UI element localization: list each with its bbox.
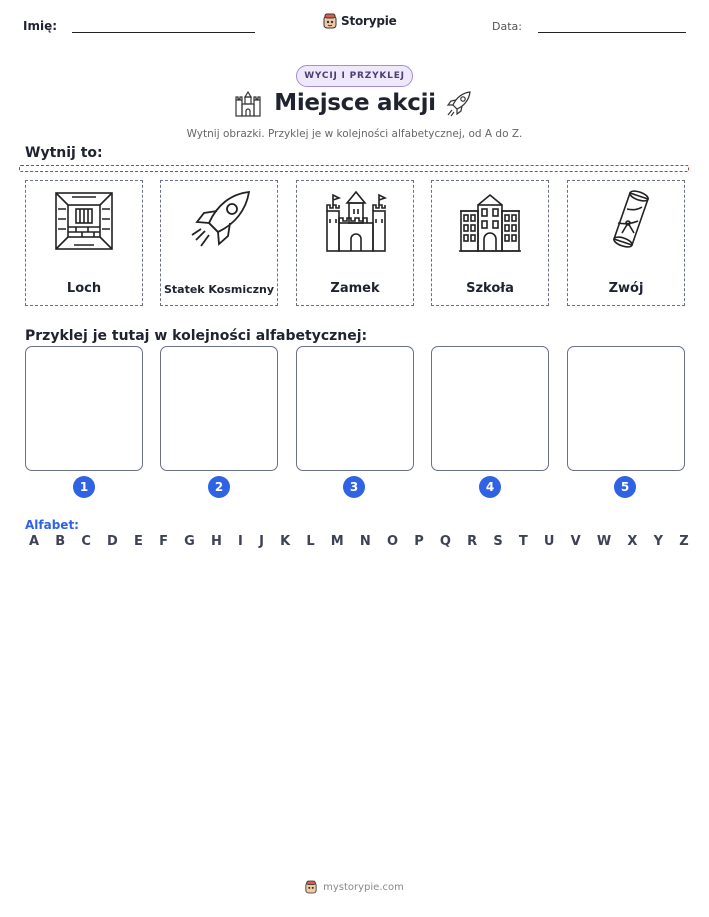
alphabet-letter: G bbox=[184, 534, 195, 549]
brand-name: Storypie bbox=[341, 14, 397, 28]
alphabet-letter: N bbox=[359, 534, 371, 549]
alphabet-letter: K bbox=[280, 534, 291, 549]
paste-slot[interactable] bbox=[160, 346, 278, 471]
scroll-icon bbox=[594, 189, 658, 255]
paste-slot[interactable] bbox=[431, 346, 549, 471]
alphabet-letter: O bbox=[386, 534, 399, 549]
storypie-mascot-icon bbox=[323, 13, 337, 29]
name-label: Imię: bbox=[23, 19, 58, 33]
alphabet-letter: P bbox=[414, 534, 424, 549]
paste-slot[interactable] bbox=[567, 346, 685, 471]
activity-badge: WYCIJ I PRZYKLEJ bbox=[296, 65, 413, 87]
alphabet-letter: Y bbox=[653, 534, 664, 549]
name-input-line[interactable] bbox=[72, 32, 255, 33]
alphabet-letter: D bbox=[107, 534, 118, 549]
cut-card-zwoj[interactable] bbox=[567, 180, 685, 306]
instructions: Wytnij obrazki. Przyklej je w kolejności alfabetycznej, od A do Z. bbox=[186, 128, 523, 140]
alphabet-letter: S bbox=[493, 534, 503, 549]
paste-slot[interactable] bbox=[25, 346, 143, 471]
page-title: Miejsce akcji bbox=[274, 90, 436, 116]
alphabet-letter: R bbox=[467, 534, 478, 549]
slot-number-badge: 1 bbox=[73, 476, 95, 498]
alphabet-letter: X bbox=[627, 534, 638, 549]
cut-card-szkola[interactable] bbox=[431, 180, 549, 306]
slot-number-badge: 5 bbox=[614, 476, 636, 498]
cut-card-loch[interactable] bbox=[25, 180, 143, 306]
alphabet-letter: Z bbox=[679, 534, 689, 549]
date-input-line[interactable] bbox=[538, 32, 686, 33]
alphabet-letter: H bbox=[210, 534, 222, 549]
alphabet-letter: B bbox=[55, 534, 66, 549]
school-icon bbox=[458, 189, 522, 253]
alphabet-letter: J bbox=[259, 534, 264, 549]
card-label: Szkoła bbox=[466, 281, 514, 296]
alphabet-row bbox=[25, 534, 693, 549]
brand-logo bbox=[323, 13, 397, 29]
castle-icon bbox=[323, 189, 389, 253]
paste-slot[interactable] bbox=[296, 346, 414, 471]
cut-line bbox=[19, 165, 689, 172]
alphabet-letter: A bbox=[29, 534, 40, 549]
cut-heading: Wytnij to: bbox=[25, 145, 103, 161]
slot-number-badge: 4 bbox=[479, 476, 501, 498]
footer bbox=[0, 880, 709, 894]
card-label: Zamek bbox=[330, 281, 380, 296]
slot-number-badge: 2 bbox=[208, 476, 230, 498]
footer-url[interactable]: mystorypie.com bbox=[323, 881, 404, 893]
alphabet-letter: W bbox=[596, 534, 612, 549]
alphabet-letter: C bbox=[81, 534, 91, 549]
card-label: Loch bbox=[66, 281, 102, 296]
cut-card-zamek[interactable] bbox=[296, 180, 414, 306]
date-label: Data: bbox=[492, 20, 522, 33]
cut-card-statek-kosmiczny[interactable] bbox=[160, 180, 278, 306]
alphabet-letter: L bbox=[306, 534, 315, 549]
alphabet-letter: U bbox=[543, 534, 555, 549]
paste-heading: Przyklej je tutaj w kolejności alfabetycznej: bbox=[25, 328, 368, 344]
card-label: Zwój bbox=[608, 281, 644, 296]
alphabet-letter: Q bbox=[439, 534, 451, 549]
alphabet-heading: Alfabet: bbox=[25, 518, 79, 532]
slot-number-badge: 3 bbox=[343, 476, 365, 498]
alphabet-letter: F bbox=[159, 534, 168, 549]
dungeon-icon bbox=[52, 189, 116, 253]
storypie-mascot-icon bbox=[305, 880, 317, 894]
alphabet-letter: E bbox=[134, 534, 143, 549]
alphabet-letter: I bbox=[238, 534, 243, 549]
alphabet-letter: M bbox=[330, 534, 344, 549]
rocket-decoration-icon bbox=[444, 90, 474, 118]
card-label: Statek Kosmiczny bbox=[163, 283, 275, 296]
alphabet-letter: V bbox=[570, 534, 581, 549]
alphabet-letter: T bbox=[518, 534, 528, 549]
rocket-icon bbox=[187, 189, 253, 253]
